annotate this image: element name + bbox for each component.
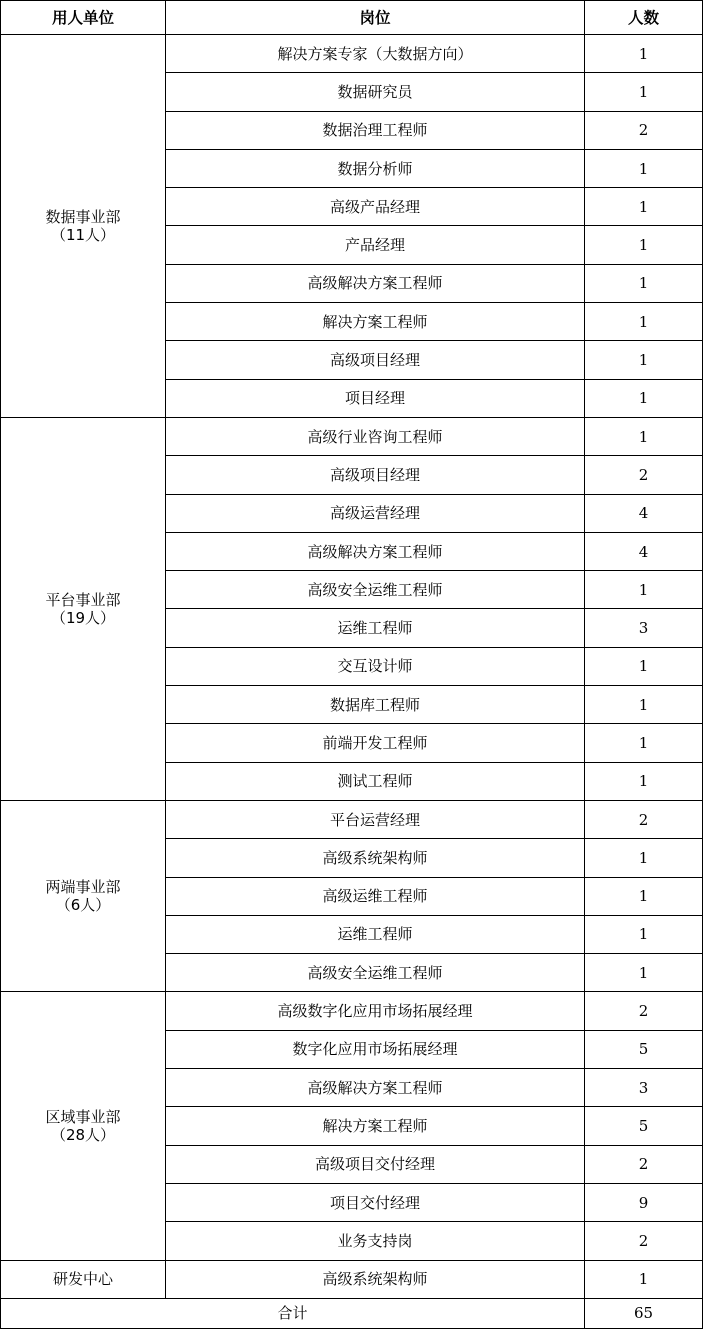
position-cell: 数字化应用市场拓展经理 [166,1030,585,1068]
position-cell: 测试工程师 [166,762,585,800]
unit-cell [1,35,166,418]
unit-name: 区域事业部 [45,1107,121,1126]
position-cell: 前端开发工程师 [166,724,585,762]
count-cell: 2 [585,992,703,1030]
position-cell: 数据库工程师 [166,686,585,724]
position-cell: 项目经理 [166,379,585,417]
table-body [1,35,703,1329]
count-cell: 1 [585,571,703,609]
count-cell: 3 [585,609,703,647]
position-cell: 业务支持岗 [166,1222,585,1260]
position-cell: 高级项目交付经理 [166,1145,585,1183]
header-row [1,1,703,35]
unit-headcount: （11人） [50,225,116,244]
table-row [1,800,703,838]
count-cell: 1 [585,303,703,341]
count-cell: 4 [585,494,703,532]
position-cell: 高级运维工程师 [166,877,585,915]
position-cell: 高级项目经理 [166,456,585,494]
count-cell: 1 [585,954,703,992]
position-cell: 高级运营经理 [166,494,585,532]
count-cell: 1 [585,686,703,724]
header-count: 人数 [585,1,703,35]
count-cell: 4 [585,532,703,570]
count-cell: 1 [585,73,703,111]
unit-name: 研发中心 [52,1270,113,1289]
count-cell: 1 [585,647,703,685]
total-row [1,1298,703,1328]
position-cell: 高级项目经理 [166,341,585,379]
header-unit: 用人单位 [1,1,166,35]
count-cell: 1 [585,877,703,915]
position-cell: 解决方案工程师 [166,1107,585,1145]
count-cell: 2 [585,1222,703,1260]
position-cell: 高级产品经理 [166,188,585,226]
count-cell: 1 [585,724,703,762]
position-cell: 交互设计师 [166,647,585,685]
count-cell: 1 [585,35,703,73]
count-cell: 2 [585,800,703,838]
count-cell: 5 [585,1030,703,1068]
position-cell: 解决方案工程师 [166,303,585,341]
count-cell: 1 [585,915,703,953]
position-cell: 平台运营经理 [166,800,585,838]
position-cell: 运维工程师 [166,609,585,647]
count-cell: 5 [585,1107,703,1145]
position-cell: 产品经理 [166,226,585,264]
position-cell: 数据治理工程师 [166,111,585,149]
unit-cell [1,1260,166,1298]
count-cell: 1 [585,762,703,800]
unit-cell [1,417,166,800]
count-cell: 2 [585,1145,703,1183]
unit-headcount: （28人） [50,1125,116,1144]
total-label: 合计 [1,1298,585,1328]
table-row [1,992,703,1030]
unit-cell [1,800,166,991]
table-row [1,1260,703,1298]
table-row [1,35,703,73]
position-cell: 项目交付经理 [166,1183,585,1221]
header-position: 岗位 [166,1,585,35]
position-cell: 数据分析师 [166,149,585,187]
unit-headcount: （19人） [50,608,116,627]
position-cell: 解决方案专家（大数据方向） [166,35,585,73]
count-cell: 1 [585,226,703,264]
position-cell: 运维工程师 [166,915,585,953]
unit-name: 平台事业部 [45,590,121,609]
count-cell: 1 [585,1260,703,1298]
count-cell: 1 [585,149,703,187]
count-cell: 2 [585,111,703,149]
position-cell: 高级安全运维工程师 [166,571,585,609]
count-cell: 1 [585,839,703,877]
unit-name: 两端事业部 [45,878,121,897]
position-cell: 高级安全运维工程师 [166,954,585,992]
count-cell: 1 [585,379,703,417]
count-cell: 1 [585,264,703,302]
unit-cell [1,992,166,1260]
unit-name: 数据事业部 [45,207,121,226]
position-cell: 高级解决方案工程师 [166,264,585,302]
count-cell: 2 [585,456,703,494]
position-cell: 高级系统架构师 [166,1260,585,1298]
position-cell: 数据研究员 [166,73,585,111]
count-cell: 9 [585,1183,703,1221]
count-cell: 1 [585,341,703,379]
count-cell: 3 [585,1069,703,1107]
unit-headcount: （6人） [55,896,111,915]
position-cell: 高级数字化应用市场拓展经理 [166,992,585,1030]
total-count: 65 [585,1298,703,1328]
count-cell: 1 [585,188,703,226]
position-cell: 高级行业咨询工程师 [166,417,585,455]
position-cell: 高级解决方案工程师 [166,532,585,570]
position-cell: 高级解决方案工程师 [166,1069,585,1107]
count-cell: 1 [585,417,703,455]
position-cell: 高级系统架构师 [166,839,585,877]
table-row [1,417,703,455]
